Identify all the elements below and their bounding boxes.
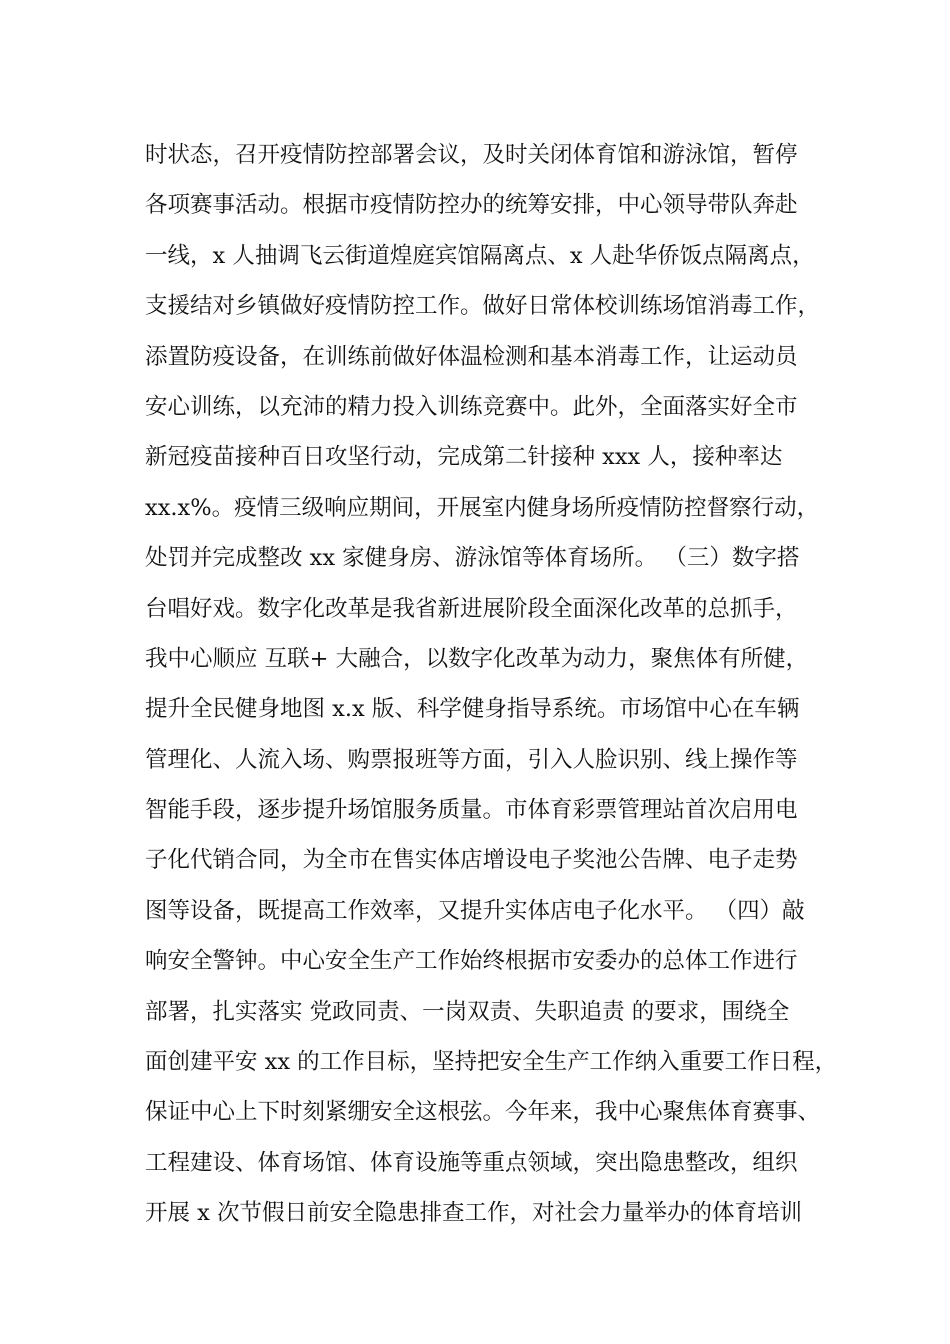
text-line: 面创建平安 xx 的工作目标，坚持把安全生产工作纳入重要工作日程， xyxy=(145,1049,838,1076)
body-text xyxy=(145,130,845,1239)
text-line: 管理化、人流入场、购票报班等方面，引入人脸识别、线上操作等 xyxy=(145,746,798,773)
text-line: 支援结对乡镇做好疫情防控工作。做好日常体校训练场馆消毒工作， xyxy=(145,293,821,320)
text-line: 图等设备，既提高工作效率，又提升实体店电子化水平。 （四）敲 xyxy=(145,897,805,924)
text-line: 智能手段，逐步提升场馆服务质量。市体育彩票管理站首次启用电 xyxy=(145,797,798,824)
text-line: 各项赛事活动。根据市疫情防控办的统筹安排，中心领导带队奔赴 xyxy=(145,192,798,219)
text-line: 添置防疫设备，在训练前做好体温检测和基本消毒工作，让运动员 xyxy=(145,343,798,370)
text-line: xx.x%。疫情三级响应期间，开展室内健身场所疫情防控督察行动， xyxy=(145,494,820,521)
text-line: 安心训练，以充沛的精力投入训练竞赛中。此外，全面落实好全市 xyxy=(145,393,798,420)
text-line: 我中心顺应 互联+ 大融合，以数字化改革为动力，聚焦体有所健， xyxy=(145,645,809,672)
text-line: 开展 x 次节假日前安全隐患排查工作，对社会力量举办的体育培训 xyxy=(145,1200,802,1227)
text-line: 处罚并完成整改 xx 家健身房、游泳馆等体育场所。 （三）数字搭 xyxy=(145,545,800,572)
text-line: 一线，x 人抽调飞云街道煌庭宾馆隔离点、x 人赴华侨饭点隔离点， xyxy=(145,242,815,269)
text-line: 提升全民健身地图 x.x 版、科学健身指导系统。市场馆中心在车辆 xyxy=(145,696,800,723)
text-line: 保证中心上下时刻紧绷安全这根弦。今年来，我中心聚焦体育赛事、 xyxy=(145,1099,821,1126)
text-line: 新冠疫苗接种百日攻坚行动，完成第二针接种 xxx 人，接种率达 xyxy=(145,444,783,471)
text-line: 子化代销合同，为全市在售实体店增设电子奖池公告牌、电子走势 xyxy=(145,847,798,874)
text-line: 工程建设、体育场馆、体育设施等重点领域，突出隐患整改，组织 xyxy=(145,1149,798,1176)
text-line: 响安全警钟。中心安全生产工作始终根据市安委办的总体工作进行 xyxy=(145,948,798,975)
text-line: 台唱好戏。数字化改革是我省新进展阶段全面深化改革的总抓手， xyxy=(145,595,798,622)
text-line: 部署，扎实落实 党政同责、一岗双责、失职追责 的要求，围绕全 xyxy=(145,998,790,1025)
text-line: 时状态，召开疫情防控部署会议，及时关闭体育馆和游泳馆，暂停 xyxy=(145,142,798,168)
